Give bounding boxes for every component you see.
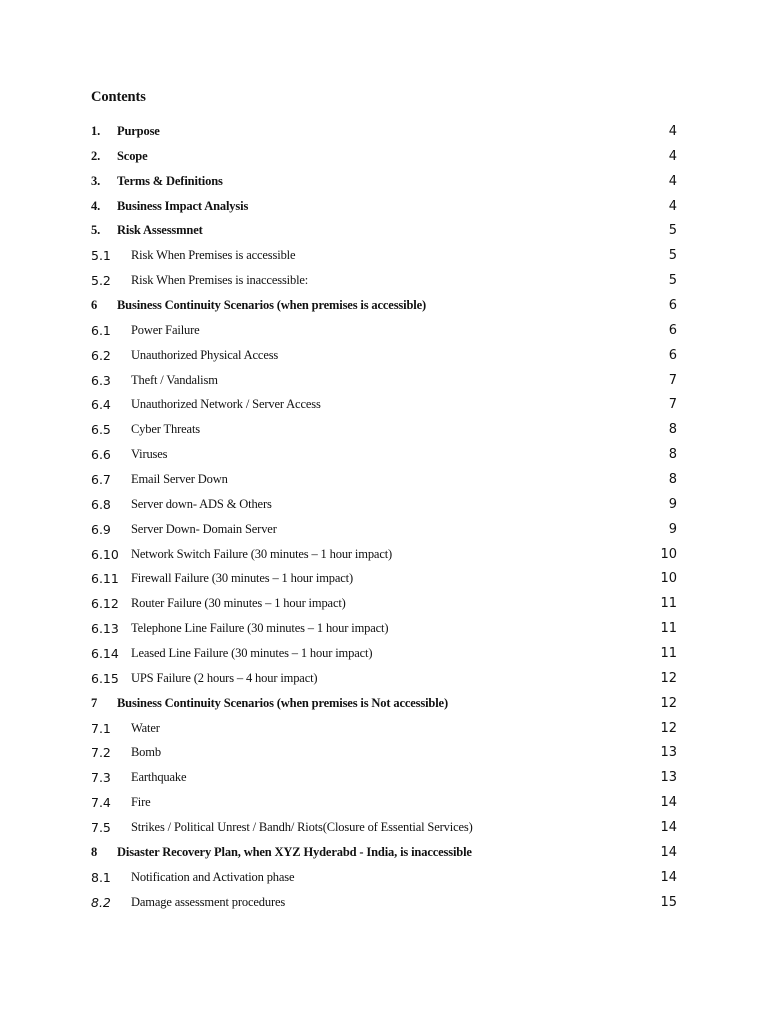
toc-entry-title: Unauthorized Network / Server Access [131,397,321,412]
toc-entry-number: 6.10 [91,546,119,562]
toc-entry-title: Business Continuity Scenarios (when premises is Not accessible) [117,695,448,710]
toc-entry[interactable] [0,345,768,370]
toc-entry-number: 6.11 [91,571,119,587]
toc-entry[interactable] [0,867,768,892]
toc-entry-page-number: 12 [660,720,677,736]
toc-entry[interactable] [0,245,768,270]
toc-entry-title: Disaster Recovery Plan, when XYZ Hyderabd - India, is inaccessible [117,844,472,859]
toc-entry-number: 7.4 [91,795,111,811]
toc-entry-page-number: 14 [660,844,677,860]
toc-entry[interactable] [0,742,768,767]
toc-entry[interactable] [0,544,768,569]
toc-entry[interactable] [0,842,768,867]
toc-entry-page-number: 5 [668,223,677,239]
toc-entry-page-number: 6 [668,347,677,363]
toc-entry-page-number: 10 [660,571,677,587]
toc-entry-title: Notification and Activation phase [131,869,295,884]
toc-entry-title: Earthquake [131,770,187,785]
toc-entry-title: Business Continuity Scenarios (when premises is accessible) [117,298,426,313]
toc-entry-number: 3. [91,173,101,188]
toc-entry-title: Unauthorized Physical Access [131,347,279,362]
toc-entry-page-number: 4 [668,124,677,139]
toc-entry-title: Cyber Threats [131,422,200,437]
toc-entry[interactable] [0,643,768,668]
toc-entry[interactable] [0,146,768,171]
toc-entry[interactable] [0,295,768,320]
toc-entry[interactable] [0,519,768,544]
toc-entry-title: Server Down- Domain Server [131,521,277,536]
toc-entry[interactable] [0,196,768,221]
toc-entry-number: 6.12 [91,596,119,612]
toc-entry-page-number: 13 [660,770,677,786]
toc-entry[interactable] [0,568,768,593]
toc-entry[interactable] [0,419,768,444]
toc-entry-number: 6.7 [91,472,111,488]
toc-entry[interactable] [0,444,768,469]
toc-entry[interactable] [0,693,768,718]
toc-entry[interactable] [0,394,768,419]
toc-entry[interactable] [0,618,768,643]
toc-entry-page-number: 4 [668,198,677,214]
toc-entry-number: 6 [91,298,98,313]
toc-entry-page-number: 14 [660,869,677,885]
toc-entry-page-number: 7 [668,372,677,388]
toc-entry-number: 6.3 [91,372,111,388]
toc-entry-number: 4. [91,198,101,213]
toc-entry-title: Firewall Failure (30 minutes – 1 hour impact) [131,571,354,586]
toc-entry-number: 8 [91,844,98,859]
toc-entry-number: 6.15 [91,670,119,686]
toc-entry-title: Risk Assessmnet [117,223,203,238]
toc-entry-page-number: 6 [668,298,677,314]
toc-entry[interactable] [0,792,768,817]
toc-entry-title: Router Failure (30 minutes – 1 hour impact) [131,596,346,611]
toc-entry-title: Network Switch Failure (30 minutes – 1 hour impact) [131,546,393,561]
toc-entry-title: Water [131,720,160,735]
toc-entry-page-number: 5 [668,248,677,264]
toc-entry-title: Risk When Premises is accessible [131,248,296,263]
toc-entry-page-number: 8 [668,447,677,463]
toc-entry-number: 6.13 [91,621,119,637]
toc-entry-number: 5.2 [91,273,111,289]
toc-entry-title: Fire [131,795,151,810]
toc-entry-title: Email Server Down [131,472,228,487]
toc-entry[interactable] [0,320,768,345]
toc-entry-page-number: 12 [660,695,677,711]
toc-entry-number: 6.8 [91,496,111,512]
toc-entry-number: 7.1 [91,720,111,736]
toc-entry-page-number: 11 [660,596,677,612]
toc-entry-page-number: 11 [660,621,677,637]
toc-entry-page-number: 6 [668,322,677,338]
toc-entry-number: 5. [91,223,101,238]
toc-entry-title: Damage assessment procedures [131,894,286,909]
toc-entry-number: 7.5 [91,820,111,836]
toc-entry-page-number: 13 [660,745,677,761]
toc-entry-number: 7 [91,695,98,710]
toc-entry-page-number: 12 [660,670,677,686]
toc-entry-page-number: 7 [668,397,677,413]
table-of-contents [0,121,768,917]
toc-entry-number: 7.2 [91,745,111,761]
toc-entry-number: 6.9 [91,521,111,537]
toc-entry-number: 1. [91,124,101,138]
toc-entry[interactable] [0,817,768,842]
toc-entry-title: Leased Line Failure (30 minutes – 1 hour impact) [131,646,373,661]
toc-entry-number: 6.2 [91,347,111,363]
toc-entry-page-number: 15 [660,894,677,910]
toc-entry-page-number: 5 [668,273,677,289]
contents-heading: Contents [91,89,146,105]
toc-entry-number: 6.1 [91,322,111,338]
toc-entry-title: Telephone Line Failure (30 minutes – 1 hour impact) [131,621,389,636]
toc-entry-page-number: 11 [660,646,677,662]
toc-entry[interactable] [0,494,768,519]
toc-entry-number: 7.3 [91,770,111,786]
toc-entry-page-number: 14 [660,795,677,811]
toc-entry-page-number: 4 [668,173,677,189]
toc-entry-title: Viruses [131,447,168,462]
toc-entry[interactable] [0,767,768,792]
toc-entry-number: 6.14 [91,646,119,662]
toc-entry[interactable] [0,593,768,618]
toc-entry-number: 6.4 [91,397,111,413]
toc-entry[interactable] [0,220,768,245]
toc-entry-title: Scope [117,148,148,163]
toc-entry[interactable] [0,370,768,395]
toc-entry-page-number: 10 [660,546,677,562]
toc-entry[interactable] [0,718,768,743]
toc-entry-page-number: 9 [668,521,677,537]
toc-entry[interactable] [0,668,768,693]
toc-entry[interactable] [0,469,768,494]
toc-entry[interactable] [0,270,768,295]
toc-entry-page-number: 4 [668,148,677,164]
toc-entry-title: Strikes / Political Unrest / Bandh/ Riots(Closure of Essential Services) [131,820,473,835]
toc-entry-title: Purpose [117,124,160,138]
toc-entry-page-number: 14 [660,820,677,836]
toc-entry-number: 5.1 [91,248,111,264]
toc-entry-title: Bomb [131,745,161,760]
toc-entry-number: 6.5 [91,422,111,438]
toc-entry-title: UPS Failure (2 hours – 4 hour impact) [131,670,318,685]
toc-entry-number: 8.1 [91,869,111,885]
toc-entry-page-number: 8 [668,472,677,488]
toc-entry[interactable] [0,892,768,917]
toc-entry-number: 6.6 [91,447,111,463]
toc-entry-page-number: 8 [668,422,677,438]
toc-entry-page-number: 9 [668,496,677,512]
toc-entry-title: Power Failure [131,322,200,337]
toc-entry-title: Risk When Premises is inaccessible: [131,273,309,288]
toc-entry-number: 2. [91,148,101,163]
toc-entry-title: Server down- ADS & Others [131,496,272,511]
toc-entry-title: Terms & Definitions [117,173,223,188]
toc-entry-number: 8.2 [91,894,111,910]
toc-entry-title: Theft / Vandalism [131,372,218,387]
toc-entry[interactable] [0,171,768,196]
toc-entry-title: Business Impact Analysis [117,198,249,213]
toc-entry[interactable] [0,121,768,146]
